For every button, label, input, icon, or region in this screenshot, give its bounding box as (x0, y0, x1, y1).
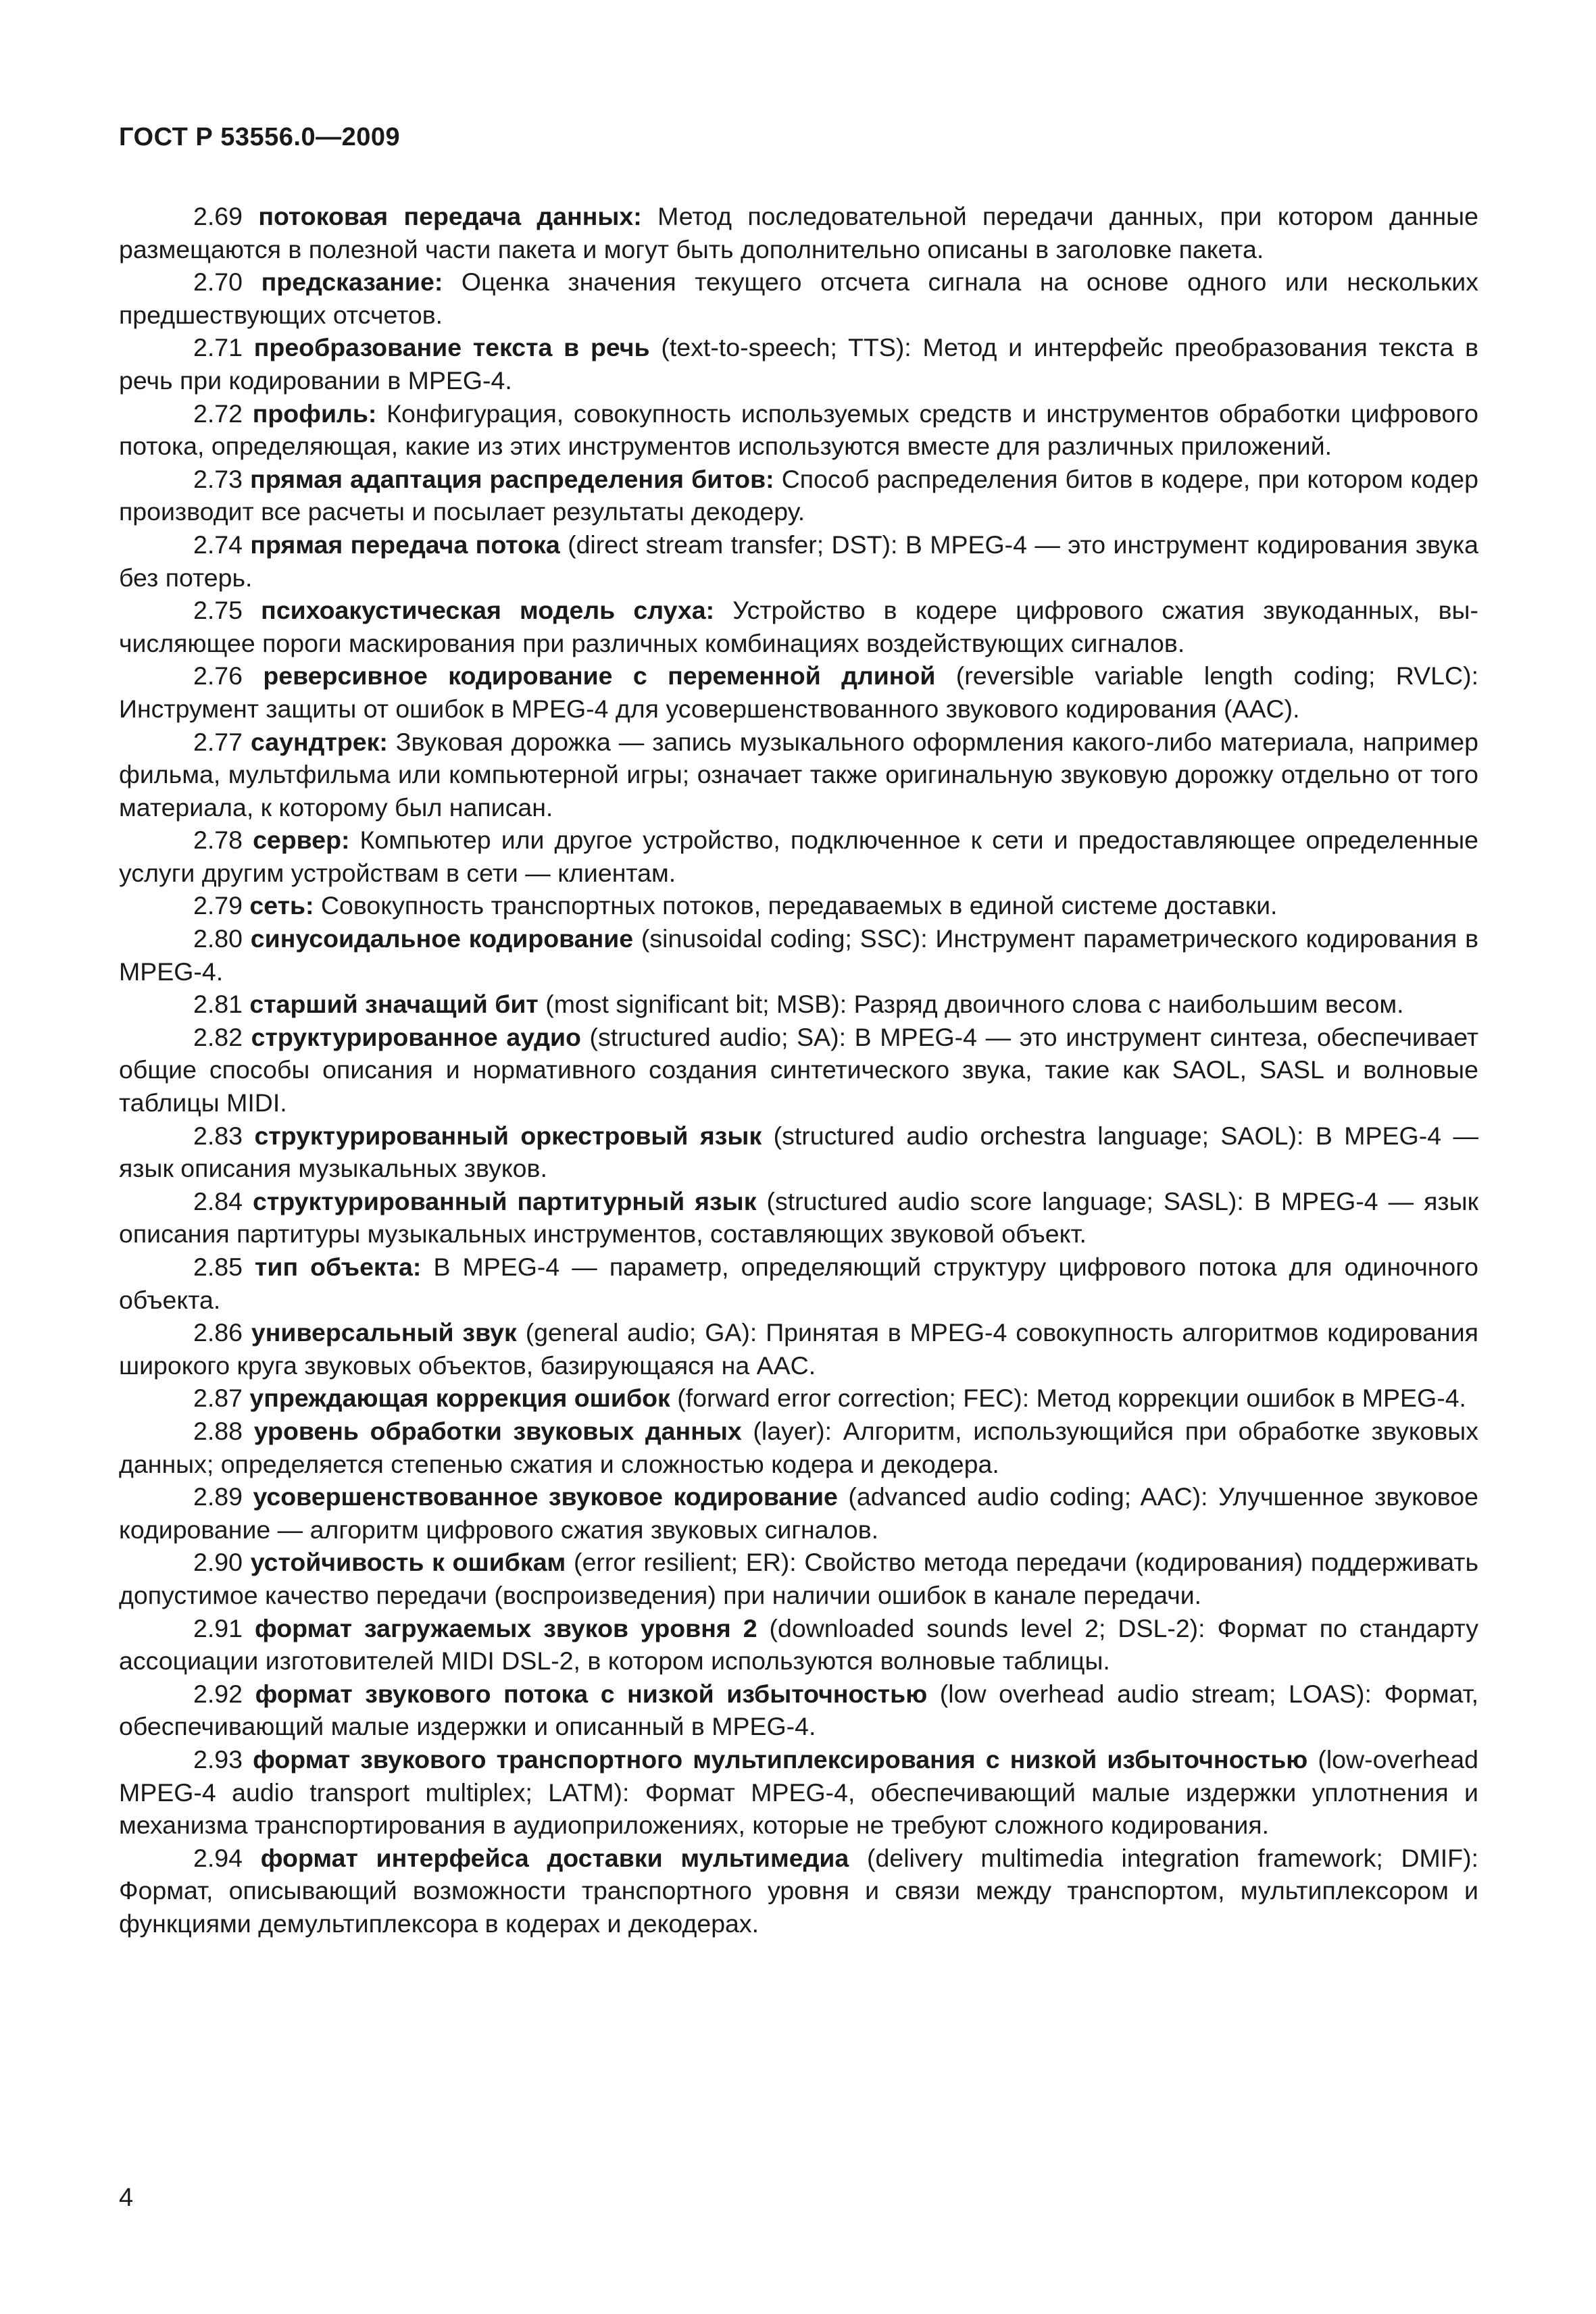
definition-entry (119, 824, 1478, 889)
definition-entry (119, 659, 1478, 725)
entry-number: 2.82 (193, 1022, 243, 1051)
entry-number: 2.78 (193, 826, 243, 855)
entry-term: формат загружаемых звуков уровня 2 (254, 1613, 757, 1642)
entry-definition: (reversible variable length coding; RVLC): Инструмент защиты от ошибок в MPEG-4 для усовершенствованного звукового кодирования (AAC). (119, 661, 1479, 723)
entry-term: структурированный оркестровый язык (254, 1121, 762, 1150)
entry-number: 2.70 (193, 268, 243, 297)
entry-term: универсальный звук (251, 1318, 517, 1347)
definition-entry (119, 200, 1478, 266)
entry-number: 2.71 (193, 333, 243, 362)
entry-term: тип объекта: (255, 1253, 422, 1281)
entry-definition: Метод последовательной передачи данных, при котором данные размещаются в полезной части пакета и могут быть дополнительно описаны в заголовке пакета. (119, 202, 1478, 263)
entry-number: 2.88 (193, 1416, 243, 1445)
document-header (119, 123, 400, 152)
definition-entry (119, 1382, 1478, 1415)
entry-definition: (most significant bit; MSB): Разряд двоичного слова с наибольшим весом. (538, 990, 1404, 1019)
entry-number: 2.72 (193, 399, 243, 428)
entry-definition: Оценка значения текущего отсчета сигнала на основе одного или нескольких предшествующих отсчетов. (119, 268, 1479, 329)
definitions-list (119, 200, 1478, 1940)
entry-term: потоковая передача данных: (258, 202, 642, 230)
entry-definition: (delivery multimedia integration framework; DMIF): Формат, описывающий возможности транспортного уровня и связи между транспортом, мультиплексором и функциями демультиплексора в кодерах и декодерах. (119, 1843, 1478, 1938)
entry-definition: (low-overhead MPEG-4 audio transport multiplex; LATM): Формат MPEG-4, обеспечивающий малые издержки уплотнения и механизма транспортирования в аудиоприложениях, которые не требуют сложного кодирования. (119, 1744, 1478, 1840)
page-number: 4 (119, 2184, 134, 2212)
entry-number: 2.86 (193, 1318, 243, 1347)
entry-number: 2.85 (193, 1253, 243, 1281)
entry-definition: (advanced audio coding; AAC): Улучшенное звуковое кодирование — алгоритм цифрового сжатия звуковых сигналов. (119, 1482, 1479, 1544)
definition-entry (119, 463, 1478, 528)
entry-definition: Компьютер или другое устройство, подключенное к сети и предоставляющее определенные услуги другим устройствам в сети — клиентам. (119, 826, 1479, 887)
definition-entry (119, 889, 1478, 922)
entry-term: формат звукового потока с низкой избыточностью (255, 1679, 928, 1708)
entry-term: структурированный партитурный язык (253, 1186, 757, 1215)
definition-entry (119, 1480, 1478, 1546)
entry-definition: (error resilient; ER): Свойство метода передачи (кодирования) поддерживать допустимое качество передачи (воспроизведения) при наличии ошибок в канале передачи. (119, 1548, 1478, 1609)
entry-term: сеть: (249, 891, 314, 920)
definition-entry (119, 528, 1478, 594)
entry-definition: Устройство в кодере цифрового сжатия звукоданных, вычисляющее пороги маскирования при различных комбинациях воздействующих сигналов. (119, 596, 1478, 657)
definition-entry (119, 266, 1478, 331)
definition-entry (119, 1185, 1478, 1251)
definition-entry (119, 1316, 1478, 1382)
entry-definition: (structured audio orchestra language; SAOL): В MPEG-4 — язык описания музыкальных звуков. (119, 1121, 1478, 1183)
entry-term: психоакустическая модель слуха: (261, 596, 715, 625)
entry-number: 2.81 (193, 990, 243, 1019)
entry-term: прямая адаптация распределения битов: (250, 464, 774, 493)
definition-entry (119, 1120, 1478, 1185)
entry-definition: (direct stream transfer; DST): В MPEG-4 — это инструмент кодирования звука без потерь. (119, 530, 1478, 592)
definition-entry (119, 331, 1478, 397)
entry-number: 2.94 (193, 1843, 243, 1872)
entry-number: 2.93 (193, 1744, 243, 1774)
entry-definition: Совокупность транспортных потоков, передаваемых в единой системе доставки. (314, 891, 1278, 920)
definition-entry (119, 1251, 1478, 1316)
entry-number: 2.84 (193, 1186, 243, 1215)
entry-definition: (downloaded sounds level 2; DSL-2): Формат по стандарту ассоциации изготовителей MIDI DSL-2, в котором используются волновые таблицы. (119, 1613, 1478, 1676)
entry-definition: Звуковая дорожка — запись музыкального оформления какого-либо материала, например фильма, мультфильма или компьютерной игры; означает также оригинальную звуковую дорожку отдельно от того материала, к которому был написан. (119, 727, 1478, 822)
entry-term: устойчивость к ошибкам (250, 1548, 566, 1577)
definition-entry (119, 1546, 1478, 1611)
definition-entry (119, 1842, 1478, 1940)
entry-definition: (text-to-speech; TTS): Метод и интерфейс преобразования текста в речь при кодировании в MPEG-4. (119, 333, 1479, 395)
definition-entry (119, 1612, 1478, 1678)
entry-number: 2.74 (193, 530, 243, 559)
definition-entry (119, 1021, 1478, 1120)
entry-number: 2.87 (193, 1384, 243, 1413)
entry-number: 2.83 (193, 1121, 243, 1150)
entry-term: усовершенствованное звуковое кодирование (253, 1482, 838, 1511)
entry-term: преобразование текста в речь (253, 333, 650, 362)
entry-definition: Способ распределения битов в кодере, при котором кодер производит все расчеты и посылает результаты декодеру. (119, 464, 1479, 526)
definition-entry (119, 1678, 1478, 1743)
entry-number: 2.92 (193, 1679, 243, 1708)
entry-definition: (structured audio score language; SASL): В MPEG-4 — язык описания партитуры музыкальных инструментов, составляющих звуковой объект. (119, 1186, 1478, 1249)
entry-number: 2.73 (193, 464, 243, 493)
entry-definition: (forward error correction; FEC): Метод коррекции ошибок в MPEG-4. (670, 1384, 1466, 1413)
entry-number: 2.89 (193, 1482, 243, 1511)
entry-definition: (general audio; GA): Принятая в MPEG-4 совокупность алгоритмов кодирования широкого круга звуковых объектов, базирующаяся на AAC. (119, 1318, 1478, 1380)
entry-number: 2.69 (193, 202, 243, 230)
entry-term: прямая передача потока (250, 530, 560, 559)
entry-number: 2.77 (193, 727, 243, 756)
entry-definition: В MPEG-4 — параметр, определяющий структуру цифрового потока для одиночного объекта. (119, 1253, 1479, 1314)
definition-entry (119, 922, 1478, 988)
entry-definition: (sinusoidal coding; SSC): Инструмент параметрического кодирования в MPEG-4. (119, 924, 1478, 986)
definition-entry (119, 988, 1478, 1021)
entry-term: упреждающая коррекция ошибок (249, 1384, 670, 1413)
entry-term: формат звукового транспортного мультиплексирования с низкой избыточностью (253, 1744, 1308, 1774)
entry-term: профиль: (252, 399, 377, 428)
entry-definition: (structured audio; SA): В MPEG-4 — это инструмент синтеза, обеспечивает общие способы описания и нормативного создания синтетического звука, такие как SAOL, SASL и волновые таблицы MIDI. (119, 1022, 1479, 1117)
entry-term: сервер: (253, 826, 350, 855)
entry-definition: (low overhead audio stream; LOAS): Формат, обеспечивающий малые издержки и описанный в MPEG-4. (119, 1679, 1478, 1741)
entry-definition: Конфигурация, совокупность используемых средств и инструментов обработки цифрового потока, определяющая, какие из этих инструментов используются вместе для различных приложений. (119, 399, 1479, 461)
entry-term: старший значащий бит (249, 990, 539, 1019)
entry-term: синусоидальное кодирование (250, 924, 634, 953)
entry-term: предсказание: (261, 268, 443, 297)
entry-number: 2.75 (193, 596, 243, 625)
definition-entry (119, 726, 1478, 824)
entry-term: уровень обработки звуковых данных (253, 1416, 742, 1445)
entry-term: реверсивное кодирование с переменной длиной (263, 661, 936, 690)
entry-number: 2.79 (193, 891, 243, 920)
definition-entry (119, 1415, 1478, 1480)
definition-entry (119, 1743, 1478, 1842)
standard-id: ГОСТ Р 53556.0—2009 (119, 123, 401, 151)
entry-number: 2.80 (193, 924, 243, 953)
entry-term: структурированное аудио (251, 1022, 581, 1051)
definition-entry (119, 397, 1478, 463)
entry-term: формат интерфейса доставки мультимедиа (260, 1843, 849, 1872)
entry-definition: (layer): Алгоритм, использующийся при обработке звуковых данных; определяется степенью сжатия и сложностью кодера и декодера. (119, 1416, 1479, 1478)
entry-number: 2.76 (193, 661, 243, 690)
definition-entry (119, 594, 1478, 659)
entry-term: саундтрек: (250, 727, 388, 756)
entry-number: 2.91 (193, 1613, 243, 1642)
entry-number: 2.90 (193, 1548, 243, 1577)
